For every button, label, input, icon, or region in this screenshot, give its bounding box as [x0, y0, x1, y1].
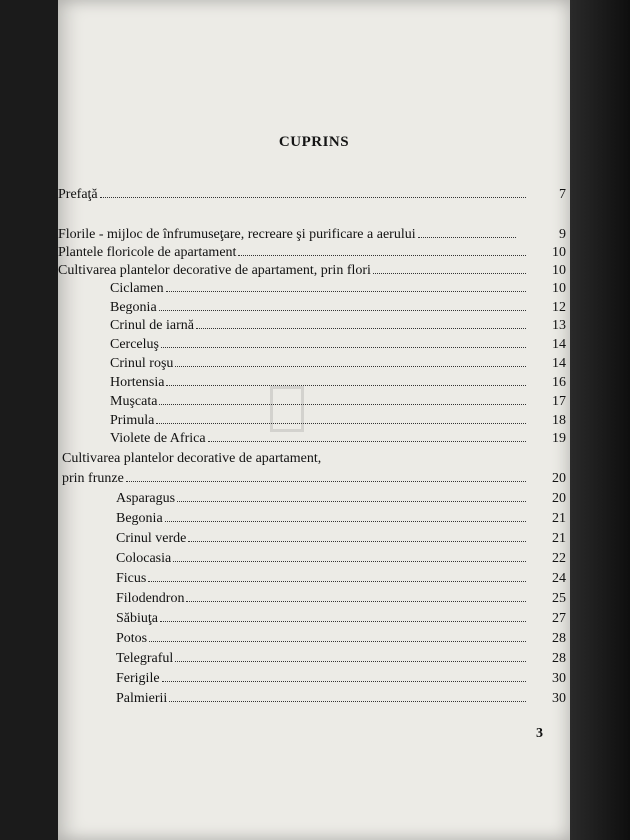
- toc-subentry: Begonia: [116, 510, 528, 528]
- toc-subentry: Cerceluş: [110, 336, 528, 354]
- toc-page-number: 22: [552, 551, 566, 566]
- toc-subentry: Crinul verde: [116, 530, 528, 548]
- toc-page-number: 21: [552, 511, 566, 526]
- toc-page-number: 12: [552, 300, 566, 315]
- toc-subentry: Crinul roşu: [110, 355, 528, 373]
- page-number: 3: [536, 726, 543, 741]
- toc-page-number: 28: [552, 631, 566, 646]
- toc-subentry: Telegraful: [116, 650, 528, 668]
- toc-page-number: 20: [552, 491, 566, 506]
- toc-page-number: 10: [552, 245, 566, 260]
- toc-subentry: Filodendron: [116, 590, 528, 608]
- toc-page-number: 25: [552, 591, 566, 606]
- toc-page-number: 14: [552, 356, 566, 371]
- toc-page-number: 24: [552, 571, 566, 586]
- toc-page-number: 7: [559, 187, 566, 202]
- toc-entry: Florile - mijloc de înfrumuseţare, recreare şi purificare a aerului: [58, 226, 518, 244]
- toc-subentry: Hortensia: [110, 374, 528, 392]
- toc-subentry: Muşcata: [110, 393, 528, 411]
- toc-subentry: Săbiuţa: [116, 610, 528, 628]
- toc-subentry: Potos: [116, 630, 528, 648]
- toc-page-number: 14: [552, 337, 566, 352]
- watermark-logo: [270, 382, 400, 436]
- toc-page-number: 21: [552, 531, 566, 546]
- toc-subentry: Begonia: [110, 299, 528, 317]
- toc-page-number: 16: [552, 375, 566, 390]
- toc-page-number: 30: [552, 691, 566, 706]
- toc-page-number: 13: [552, 318, 566, 333]
- toc-page-number: 20: [552, 471, 566, 486]
- toc-entry: Cultivarea plantelor decorative de apartament,: [62, 451, 322, 466]
- toc-page-number: 17: [552, 394, 566, 409]
- toc-page-number: 27: [552, 611, 566, 626]
- toc-page-number: 18: [552, 413, 566, 428]
- toc-subentry: Colocasia: [116, 550, 528, 568]
- toc-page-number: 19: [552, 431, 566, 446]
- toc-subentry: Ferigile: [116, 670, 528, 688]
- toc-entry: Plantele floricole de apartament: [58, 244, 528, 262]
- page-edge-shadow: [570, 0, 630, 840]
- toc-entry: Prefaţă: [58, 186, 528, 204]
- toc-subentry: Violete de Africa: [110, 430, 528, 448]
- toc-page-number: 9: [559, 227, 566, 242]
- toc-page-number: 30: [552, 671, 566, 686]
- toc-entry: prin frunze: [62, 470, 528, 488]
- toc-subentry: Ficus: [116, 570, 528, 588]
- toc-title: CUPRINS: [278, 134, 350, 150]
- toc-subentry: Ciclamen: [110, 280, 528, 298]
- toc-page-number: 28: [552, 651, 566, 666]
- toc-page-number: 10: [552, 281, 566, 296]
- toc-subentry: Asparagus: [116, 490, 528, 508]
- toc-page-number: 10: [552, 263, 566, 278]
- toc-subentry: Primula: [110, 412, 528, 430]
- toc-entry: Cultivarea plantelor decorative de apartament, prin flori: [58, 262, 528, 280]
- toc-subentry: Palmierii: [116, 690, 528, 708]
- toc-subentry: Crinul de iarnă: [110, 317, 528, 335]
